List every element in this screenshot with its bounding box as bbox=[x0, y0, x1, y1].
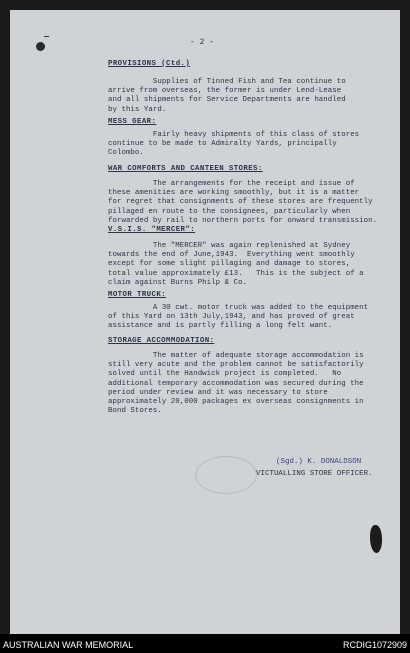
heading-storage: STORAGE ACCOMMODATION: bbox=[108, 337, 215, 345]
paragraph-war-comforts: The arrangements for the receipt and issue of these amenities are working smoothly, but it is a matter for regret that consignments of these stores are frequently pillaged en route to the consignees, particularly when forwarded by rail to northern ports for onward transmission. bbox=[108, 180, 378, 225]
paragraph-storage: The matter of adequate storage accommodation is still very acute and the problem cannot be satisfactorily solved until the Handwick project is completed. No additional temporary accommodation was secured during the period under review and it was necessary to store approximately 20,000 packages ex overseas consignments in Bond Stores. bbox=[108, 352, 364, 416]
faded-stamp bbox=[195, 456, 257, 494]
footer-record-id: RCDIG1072909 bbox=[342, 640, 407, 650]
page-number: - 2 - bbox=[190, 38, 215, 47]
paragraph-provisions: Supplies of Tinned Fish and Tea continue to arrive from overseas, the former is under Lend-Lease and all shipments for Service Departments are handled by this Yard. bbox=[108, 78, 346, 114]
heading-mess-gear: MESS GEAR: bbox=[108, 118, 157, 126]
paragraph-mercer: The "MERCER" was again replenished at Sydney towards the end of June,1943. Everything went smoothly except for some slight pillaging and damage to stores, total value approximately £13. This is the subject of a claim against Burns Philp & Co. bbox=[108, 242, 364, 287]
paragraph-motor-truck: A 30 cwt. motor truck was added to the equipment of this Yard on 13th July,1943, and has proved of great assistance and is partly filling a long felt want. bbox=[108, 304, 369, 331]
heading-mercer: V.S.I.S. "MERCER": bbox=[108, 226, 196, 234]
heading-motor-truck: MOTOR TRUCK: bbox=[108, 291, 167, 299]
heading-provisions: PROVISIONS (Ctd.) bbox=[108, 60, 191, 68]
signature-title: VICTUALLING STORE OFFICER. bbox=[256, 470, 373, 478]
pencil-mark bbox=[44, 36, 49, 37]
ink-blot bbox=[370, 525, 382, 553]
paragraph-mess-gear: Fairly heavy shipments of this class of stores continue to be made to Admiralty Yards, principally Colombo. bbox=[108, 131, 360, 158]
footer-institution: AUSTRALIAN WAR MEMORIAL bbox=[3, 640, 134, 650]
heading-war-comforts: WAR COMFORTS AND CANTEEN STORES: bbox=[108, 165, 263, 173]
archive-footer bbox=[0, 634, 410, 653]
punch-hole bbox=[36, 42, 45, 51]
signature-name: (Sgd.) K. DONALDSON bbox=[276, 458, 362, 466]
